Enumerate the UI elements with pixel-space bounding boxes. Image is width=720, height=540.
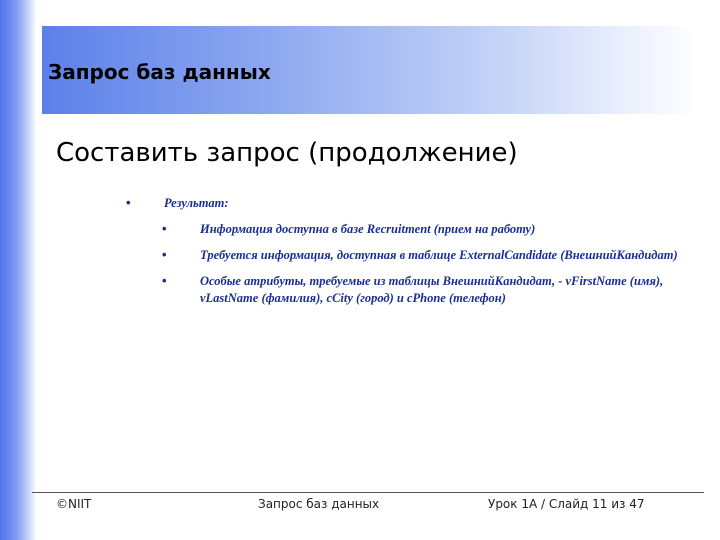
bullet-dot-icon: • bbox=[162, 247, 167, 262]
bullet-text: Требуется информация, доступная в таблице ExternalCandidate (ВнешнийКандидат) bbox=[200, 248, 678, 262]
bullet-item-table bbox=[126, 247, 686, 264]
bullet-dot-icon: • bbox=[126, 195, 131, 210]
footer-divider bbox=[32, 492, 704, 493]
bullet-item-attributes bbox=[126, 273, 686, 307]
bullet-dot-icon: • bbox=[162, 273, 167, 288]
bullet-dot-icon: • bbox=[162, 221, 167, 236]
bullet-item-result bbox=[126, 195, 686, 212]
footer-course-title: Запрос баз данных bbox=[258, 497, 380, 511]
bullet-item-database bbox=[126, 221, 686, 238]
left-gradient-bar bbox=[0, 0, 36, 540]
footer-copyright: ©NIIT bbox=[56, 497, 92, 511]
bullet-text: Информация доступна в базе Recruitment (прием на работу) bbox=[200, 222, 536, 236]
footer-slide-number: Урок 1A / Слайд 11 из 47 bbox=[488, 497, 645, 511]
bullet-list bbox=[126, 195, 686, 316]
header-title: Запрос баз данных bbox=[48, 60, 271, 84]
bullet-text: Результат: bbox=[164, 196, 229, 210]
slide-title: Составить запрос (продолжение) bbox=[56, 138, 518, 168]
bullet-text: Особые атрибуты, требуемые из таблицы ВнешнийКандидат, - vFirstName (имя), vLastName (фамилия), cCity (город) и cPhone (телефон) bbox=[200, 274, 664, 305]
